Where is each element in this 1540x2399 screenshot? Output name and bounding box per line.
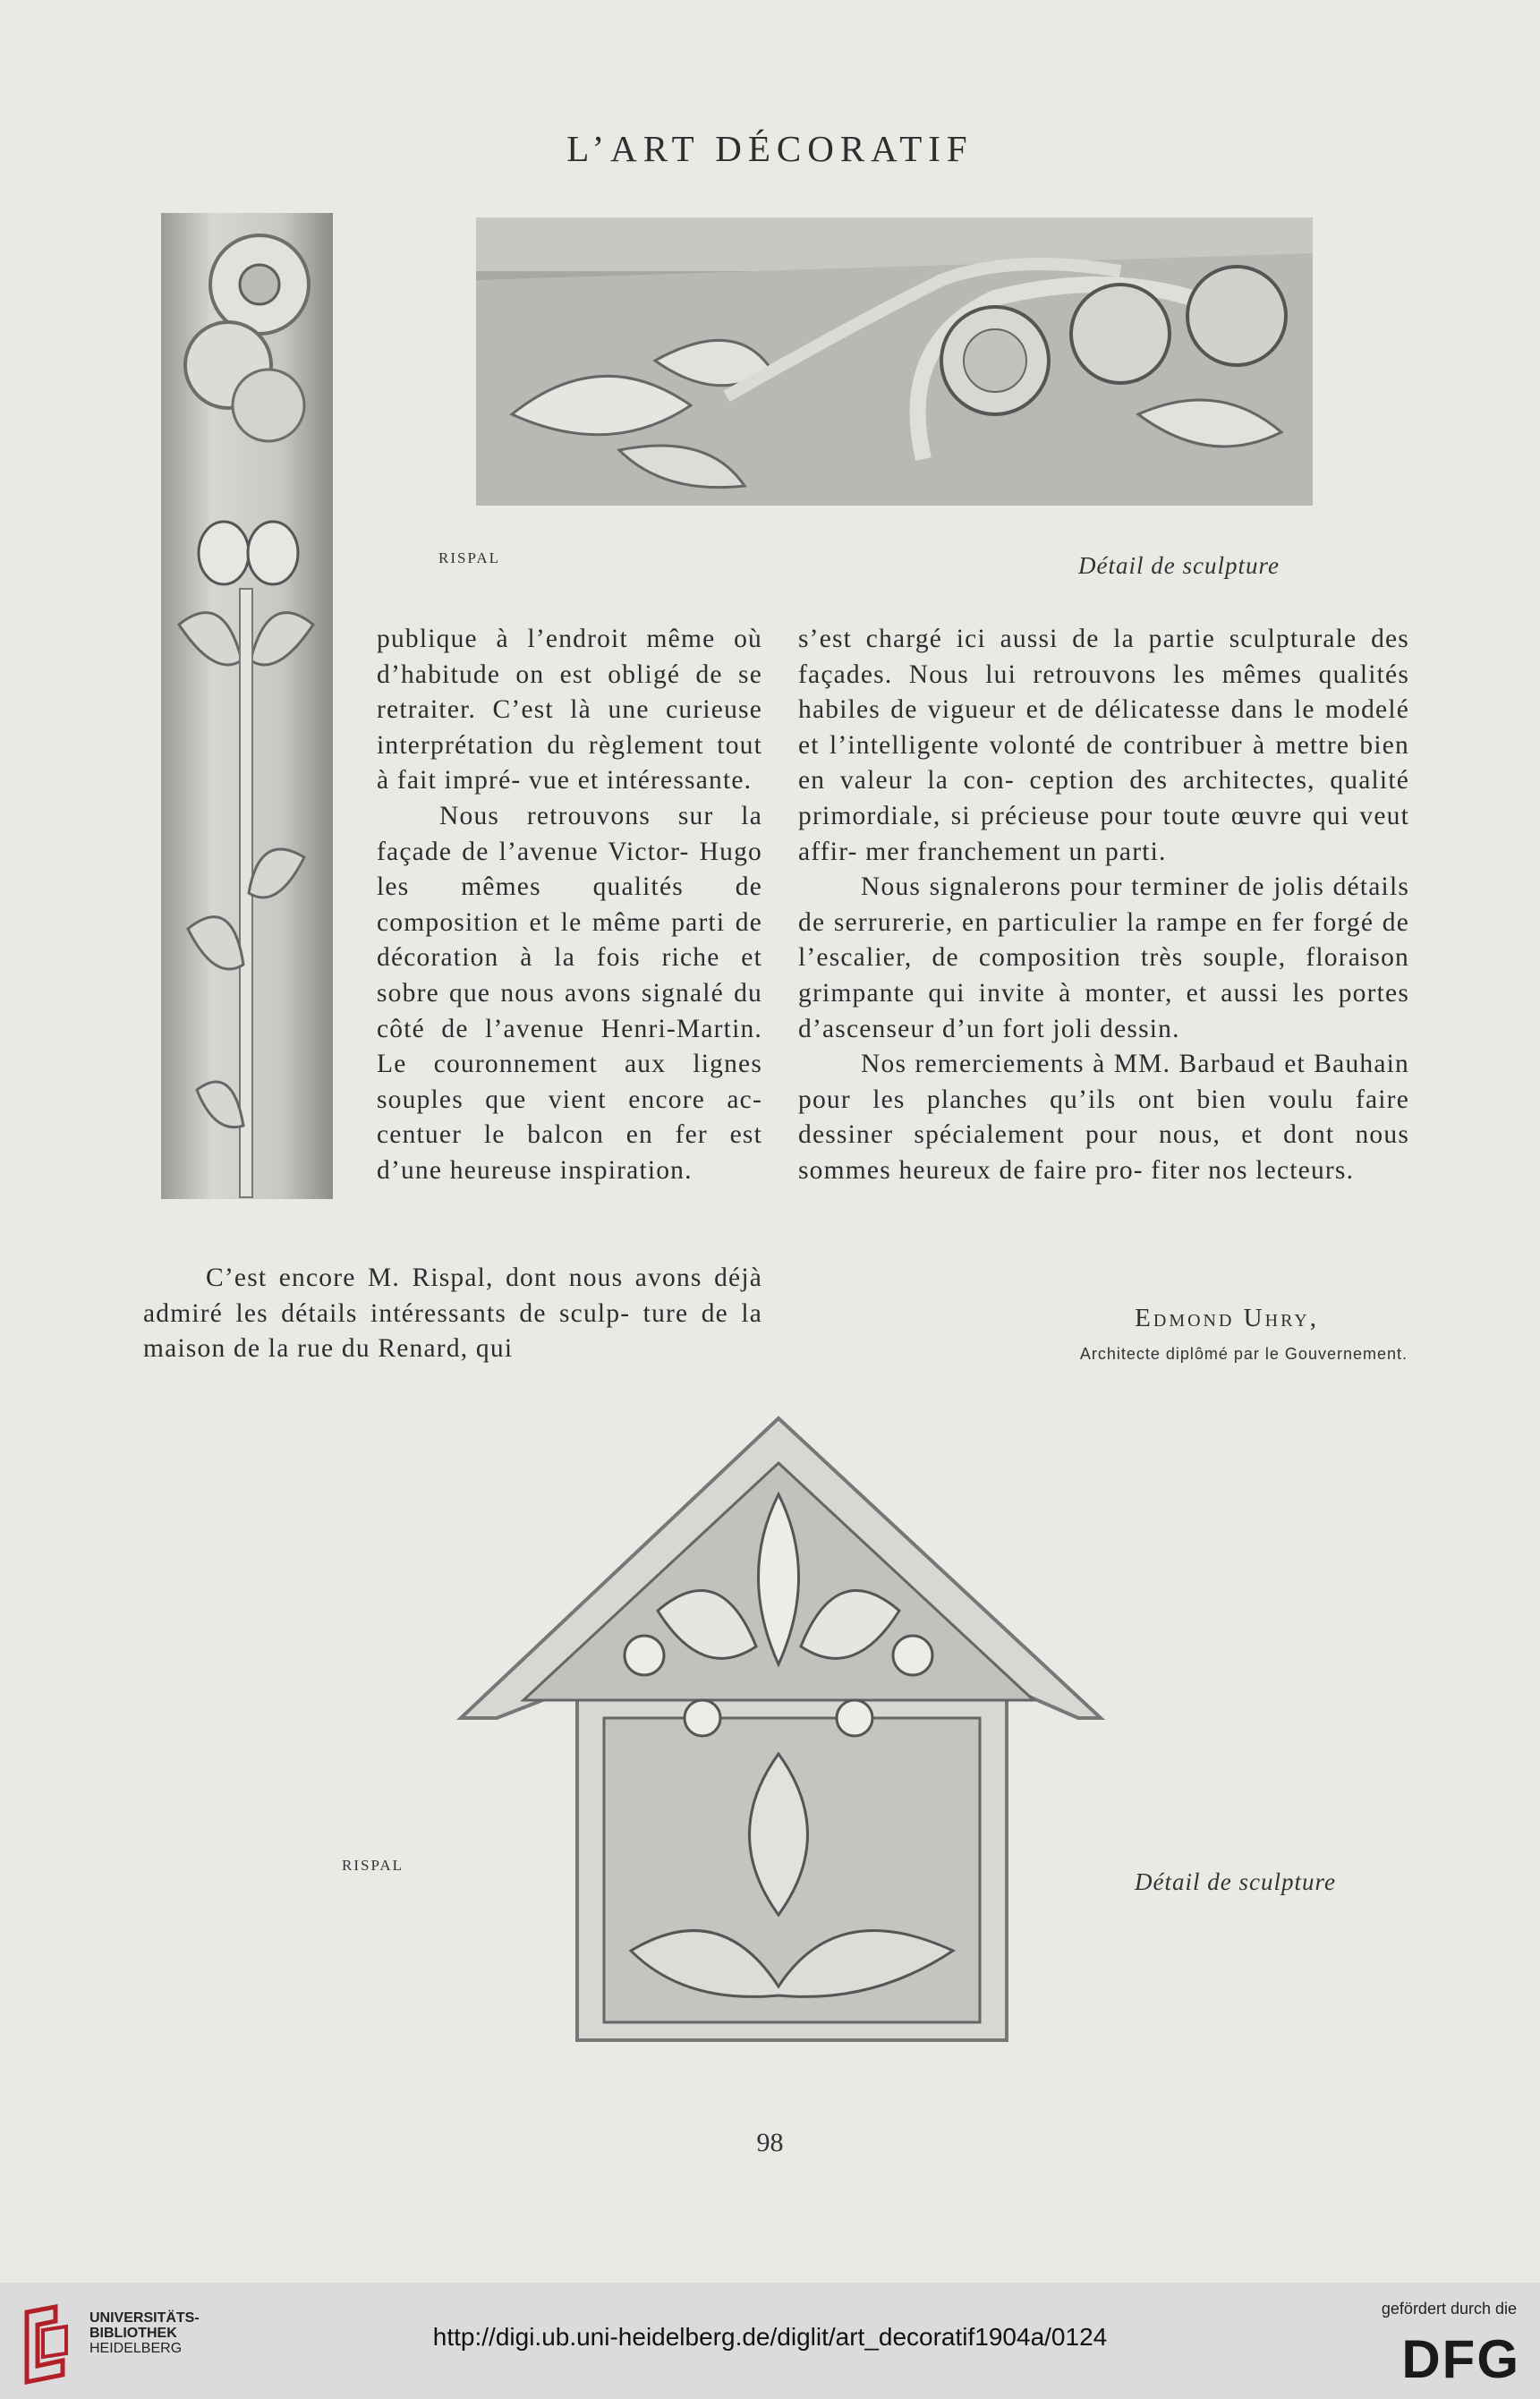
text-line: en fer forgé de l’escalier, de composition (798, 907, 1410, 973)
text-line: de se retraiter. C’est là une (377, 659, 762, 725)
source-url-link[interactable]: http://digi.ub.uni-heidelberg.de/diglit/art_decoratif1904a/0124 (432, 2323, 1108, 2351)
text-line: C’est encore M. Rispal, dont nous avons (206, 1263, 702, 1292)
text-line: si précieuse pour toute œuvre qui veut affir- (798, 801, 1410, 866)
text-line: avons signalé du côté de (377, 978, 762, 1043)
text-line: centuer le balcon en fer est (377, 1120, 762, 1150)
figure-caption: Détail de sculpture (1078, 552, 1280, 579)
text-line: déjà admiré les détails intéressants de sculp- (143, 1263, 763, 1328)
text-line: fois riche et sobre que nous (377, 943, 762, 1008)
text-line: et dont nous sommes heureux de faire pro- (798, 1120, 1409, 1185)
text-line: où d’habitude on est obligé (377, 625, 762, 689)
text-line: règlement tout à fait impré- (377, 730, 763, 795)
page-header-title: L’ART DÉCORATIF (566, 128, 974, 169)
text-line: s’est chargé ici aussi de la partie sculpturale (798, 625, 1357, 653)
figure-credit: RISPAL (438, 549, 501, 566)
text-line: détails de serrurerie, en particulier la rampe (798, 872, 1410, 937)
figure-caption: Détail de sculpture (1135, 1868, 1336, 1895)
horizontal-sculpture-photo (476, 217, 1313, 506)
author-signature: Edmond Uhry, (1135, 1304, 1319, 1332)
text-line: Hugo les mêmes qualités (377, 837, 762, 902)
text-line: l’avenue Henri-Martin. Le (377, 1014, 762, 1079)
text-line: des façades. Nous lui retrouvons les mêmes (798, 625, 1409, 689)
text-line: Nous signalerons pour terminer de jolis (861, 872, 1325, 902)
text-line: contribuer à mettre bien en valeur la con- (798, 730, 1410, 795)
text-line: d’une heureuse inspiration. (377, 1155, 693, 1185)
left-column-text (377, 622, 762, 1189)
gable-sculpture-photo (452, 1414, 1105, 2058)
page-number: 98 (756, 2128, 784, 2157)
text-line: couronnement aux lignes (433, 1050, 763, 1079)
library-name-line: BIBLIOTHEK (89, 2326, 177, 2341)
text-line: Nous retrouvons sur la (439, 801, 762, 830)
text-line: voulu faire dessiner spécialement pour nous, (798, 1085, 1409, 1150)
text-line: qualités habiles de vigueur et de délicatesse (798, 659, 1409, 725)
text-line: fort joli dessin. (1002, 1014, 1180, 1043)
text-line: Nos remerciements à MM. Barbaud et (861, 1050, 1306, 1079)
left-column-text-wide (143, 1261, 762, 1367)
library-name-line: UNIVERSITÄTS- (89, 2310, 200, 2326)
text-line: curieuse interprétation du (377, 695, 762, 760)
dfg-logo: DFG (1401, 2329, 1520, 2389)
figure-credit: RISPAL (342, 1857, 404, 1874)
text-line: de composition et le même (377, 872, 763, 937)
library-name-line: HEIDELBERG (89, 2341, 183, 2356)
text-line: ception des architectes, qualité primordiale, (798, 766, 1410, 830)
funder-text: gefördert durch die (1381, 2300, 1517, 2318)
text-line: fiter nos lecteurs. (1151, 1155, 1355, 1185)
text-line: façade de l’avenue Victor- (377, 837, 690, 866)
text-line: ture de la maison de la rue du Renard, qui (143, 1298, 763, 1364)
vertical-sculpture-photo (161, 213, 333, 1199)
text-line: parti de décoration à la (377, 907, 762, 973)
author-role: Architecte diplômé par le Gouvernement. (1079, 1345, 1408, 1363)
text-line: monter, et aussi les portes d’ascenseur d’un (798, 978, 1409, 1043)
text-line: publique à l’endroit même (377, 625, 716, 653)
text-line: Bauhain pour les planches qu’ils ont bien (798, 1050, 1409, 1114)
text-line: mer franchement un parti. (865, 837, 1167, 866)
text-line: très souple, floraison grimpante qui invite à (798, 943, 1410, 1008)
text-line: vue et intéressante. (528, 766, 753, 795)
text-line: dans le modelé et l’intelligente volonté de (798, 695, 1410, 760)
text-line: souples que vient encore ac- (377, 1085, 762, 1114)
right-column-text (798, 622, 1409, 1189)
